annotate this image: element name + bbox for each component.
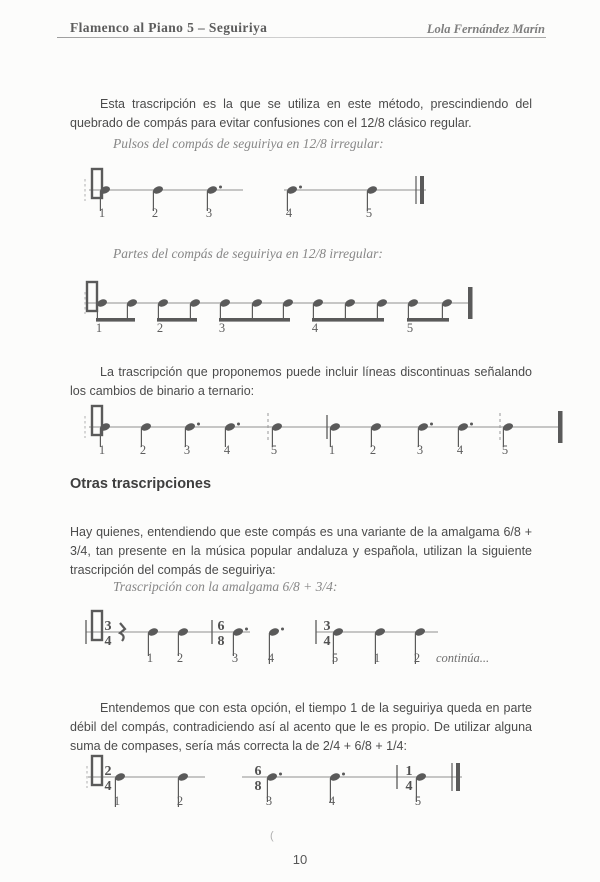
music-figure-discontinuas xyxy=(0,392,600,467)
paragraph-3: Hay quienes, entendiendo que este compás es una variante de la amalgama 6/8 + 3/4, tan presente en la música popular andaluza y española, utilizan la siguiente trascripción del compás de seguiriya: xyxy=(70,524,532,577)
svg-text:3: 3 xyxy=(416,443,424,457)
svg-text:4: 4 xyxy=(104,634,112,649)
svg-text:4: 4 xyxy=(267,651,275,665)
svg-text:2: 2 xyxy=(139,443,147,457)
paragraph-2: La trascripción que proponemos puede incluir líneas discontinuas señalando los cambios de binario a ternario: xyxy=(70,364,532,398)
svg-text:3: 3 xyxy=(231,651,239,665)
svg-text:3: 3 xyxy=(265,794,273,808)
svg-text:4: 4 xyxy=(405,779,413,794)
svg-text:1: 1 xyxy=(328,443,336,457)
running-header-title: Flamenco al Piano 5 – Seguiriya xyxy=(70,20,268,35)
svg-text:2: 2 xyxy=(156,321,164,335)
svg-text:4: 4 xyxy=(456,443,464,457)
svg-text:2: 2 xyxy=(176,651,184,665)
music-figure-pulsos xyxy=(0,155,600,250)
svg-text:1: 1 xyxy=(98,206,106,220)
figure-caption-partes: Partes del compás de seguiriya en 12/8 irregular: xyxy=(113,246,383,261)
section-heading: Otras trascripciones xyxy=(70,476,212,492)
music-figure-amalgama xyxy=(0,602,600,682)
svg-text:1: 1 xyxy=(146,651,154,665)
svg-text:8: 8 xyxy=(254,779,262,794)
svg-text:3: 3 xyxy=(323,619,331,634)
svg-text:3: 3 xyxy=(183,443,191,457)
svg-text:3: 3 xyxy=(205,206,213,220)
running-header-author: Lola Fernández Marín xyxy=(426,22,545,36)
svg-text:2: 2 xyxy=(104,764,112,779)
svg-text:1: 1 xyxy=(98,443,106,457)
header-rule xyxy=(57,37,546,38)
svg-text:5: 5 xyxy=(406,321,414,335)
music-figure-suma xyxy=(0,747,600,827)
svg-text:1: 1 xyxy=(95,321,103,335)
svg-text:1: 1 xyxy=(405,764,413,779)
svg-text:6: 6 xyxy=(217,619,225,634)
svg-text:5: 5 xyxy=(270,443,278,457)
svg-text:4: 4 xyxy=(285,206,293,220)
page-number: 10 xyxy=(292,852,308,867)
svg-text:1: 1 xyxy=(373,651,381,665)
svg-text:5: 5 xyxy=(414,794,422,808)
svg-text:3: 3 xyxy=(104,619,112,634)
svg-text:4: 4 xyxy=(104,779,112,794)
paragraph-4: Entendemos que con esta opción, el tiempo 1 de la seguiriya queda en parte débil del compás, contradiciendo así al acento que le es propio. De utilizar alguna suma de compases, sería más correcta la de 2/4 + 6/8 + 1/4: xyxy=(70,700,532,753)
svg-text:5: 5 xyxy=(331,651,339,665)
svg-text:4: 4 xyxy=(328,794,336,808)
figure-caption-pulsos: Pulsos del compás de seguiriya en 12/8 irregular: xyxy=(113,136,384,151)
svg-text:5: 5 xyxy=(501,443,509,457)
svg-text:4: 4 xyxy=(311,321,319,335)
svg-text:1: 1 xyxy=(113,794,121,808)
svg-text:3: 3 xyxy=(218,321,226,335)
svg-text:2: 2 xyxy=(413,651,421,665)
svg-text:4: 4 xyxy=(323,634,331,649)
figure-caption-amalgama: Trascripción con la amalgama 6/8 + 3/4: xyxy=(113,579,338,594)
svg-text:4: 4 xyxy=(223,443,231,457)
svg-text:6: 6 xyxy=(254,764,262,779)
svg-text:continúa...: continúa... xyxy=(436,651,490,665)
svg-text:8: 8 xyxy=(217,634,225,649)
svg-text:2: 2 xyxy=(369,443,377,457)
svg-text:2: 2 xyxy=(151,206,159,220)
music-figure-partes xyxy=(0,273,600,353)
scan-artifact: ( xyxy=(270,830,274,842)
svg-text:2: 2 xyxy=(176,794,184,808)
paragraph-1: Esta trascripción es la que se utiliza en este método, prescindiendo del quebrado de compás para evitar confusiones con el 12/8 clásico regular. xyxy=(70,96,532,130)
svg-text:5: 5 xyxy=(365,206,373,220)
